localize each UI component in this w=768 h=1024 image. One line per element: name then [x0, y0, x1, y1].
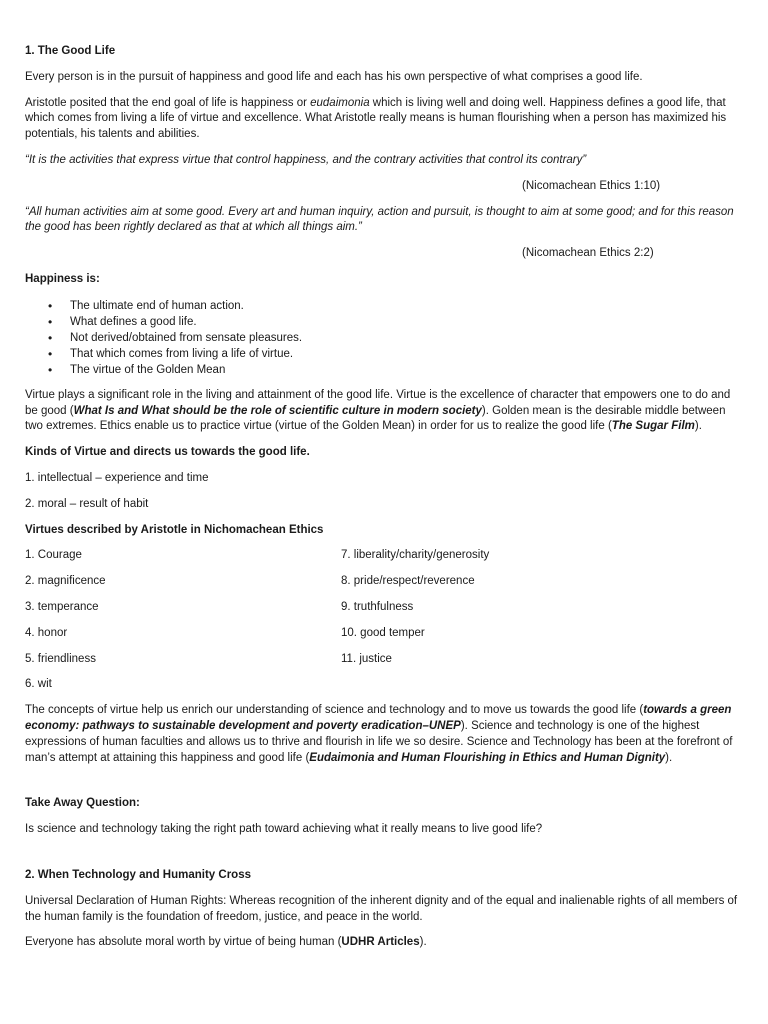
- spacer: [25, 848, 740, 868]
- eudaimonia-term: eudaimonia: [310, 96, 370, 109]
- takeaway-question: Is science and technology taking the right path toward achieving what it really means to live good life?: [25, 823, 543, 836]
- text: ). Golden mean is the desirable middle between two extremes. Ethics enable us to practice virtue (virtue of the Golden Mean) in order for us to realize the good life (: [25, 404, 726, 433]
- citation-2: (Nicomachean Ethics 2:2): [522, 247, 654, 260]
- virtue-item: 3. temperance: [25, 600, 99, 613]
- reference-green-economy: towards a green economy: pathways to sustainable development and poverty eradication–UNEP: [25, 704, 732, 732]
- happiness-list: [25, 298, 740, 378]
- spacer: [25, 776, 740, 796]
- virtue-item: 6. wit: [25, 678, 52, 691]
- virtue-item: 1. Courage: [25, 549, 82, 562]
- list-item: • What defines a good life.: [70, 314, 740, 330]
- kind-intellectual: 1. intellectual – experience and time: [25, 471, 209, 484]
- reference-scientific-culture: What Is and What should be the role of scientific culture in modern society: [73, 404, 482, 417]
- virtues-column-right: [341, 548, 740, 703]
- reference-eudaimonia-human-flourishing: Eudaimonia and Human Flourishing in Ethics and Human Dignity: [309, 751, 666, 764]
- text: ).: [665, 751, 673, 764]
- paragraph-concepts: [25, 703, 740, 766]
- paragraph-udhr: Universal Declaration of Human Rights: Whereas recognition of the inherent dignity and of the equal and inalienable rights of all members of the human family is the foundation of freedom, justice, and peace in the world.: [25, 894, 738, 923]
- virtue-item: 5. friendliness: [25, 652, 96, 665]
- list-item: • Not derived/obtained from sensate pleasures.: [70, 330, 740, 346]
- virtue-item: 2. magnificence: [25, 575, 106, 588]
- list-item: • The virtue of the Golden Mean: [70, 362, 740, 378]
- text: ). Science and technology is one of the highest expressions of human faculties and allows us to thrive and flourish in life we so desire. Science and Technology has been at the forefront of man’s attempt at attaining this happiness and good life (: [25, 719, 733, 764]
- text: ).: [419, 936, 427, 949]
- text: ).: [694, 420, 702, 433]
- reference-sugar-film: The Sugar Film: [611, 420, 695, 433]
- virtues-column-left: [25, 548, 341, 703]
- quote-2: “All human activities aim at some good. Every art and human inquiry, action and pursuit, is thought to aim at some good; and for this reason the good has been rightly declared as that at which all things aim.”: [25, 205, 734, 234]
- list-item: • That which comes from living a life of virtue.: [70, 346, 740, 362]
- virtues-table: [25, 548, 740, 703]
- kinds-heading: Kinds of Virtue and directs us towards the good life.: [25, 446, 310, 459]
- text: Virtue plays a significant role in the living and attainment of the good life. Virtue is the excellence of character that empowers one to do and be good (: [25, 388, 731, 417]
- citation-1: (Nicomachean Ethics 1:10): [522, 179, 661, 192]
- takeaway-heading: Take Away Question:: [25, 797, 140, 810]
- virtue-item: 10. good temper: [341, 626, 425, 639]
- virtue-item: 11. justice: [341, 652, 392, 665]
- paragraph-aristotle: [25, 96, 740, 143]
- document-page: [25, 44, 740, 961]
- virtue-item: 8. pride/respect/reverence: [341, 575, 475, 588]
- paragraph-virtue: [25, 388, 740, 435]
- virtue-item: 4. honor: [25, 626, 68, 639]
- virtue-item: 7. liberality/charity/generosity: [341, 549, 490, 562]
- virtues-heading: Virtues described by Aristotle in Nichomachean Ethics: [25, 523, 324, 536]
- text: which is living well and doing well. Happiness defines a good life, that which comes from living a life of virtue and excellence. What Aristotle really means is human flourishing when a person has maximized his potentials, his talents and abilities.: [25, 96, 727, 141]
- paragraph-moral-worth: [25, 935, 740, 951]
- quote-1: “It is the activities that express virtue that control happiness, and the contrary activities that control its contrary”: [25, 153, 587, 166]
- kind-moral: 2. moral – result of habit: [25, 497, 149, 510]
- reference-udhr-articles: UDHR Articles: [341, 936, 420, 949]
- section-2-heading: 2. When Technology and Humanity Cross: [25, 868, 251, 881]
- section-1-heading: 1. The Good Life: [25, 45, 116, 57]
- happiness-heading: Happiness is:: [25, 272, 100, 285]
- paragraph-pursuit: Every person is in the pursuit of happiness and good life and each has his own perspective of what comprises a good life.: [25, 70, 643, 83]
- virtue-item: 9. truthfulness: [341, 600, 414, 613]
- text: Aristotle posited that the end goal of life is happiness or: [25, 96, 311, 109]
- text: The concepts of virtue help us enrich our understanding of science and technology and to move us towards the good life (: [25, 704, 644, 717]
- text: Everyone has absolute moral worth by virtue of being human (: [25, 936, 342, 949]
- list-item: • The ultimate end of human action.: [70, 298, 740, 314]
